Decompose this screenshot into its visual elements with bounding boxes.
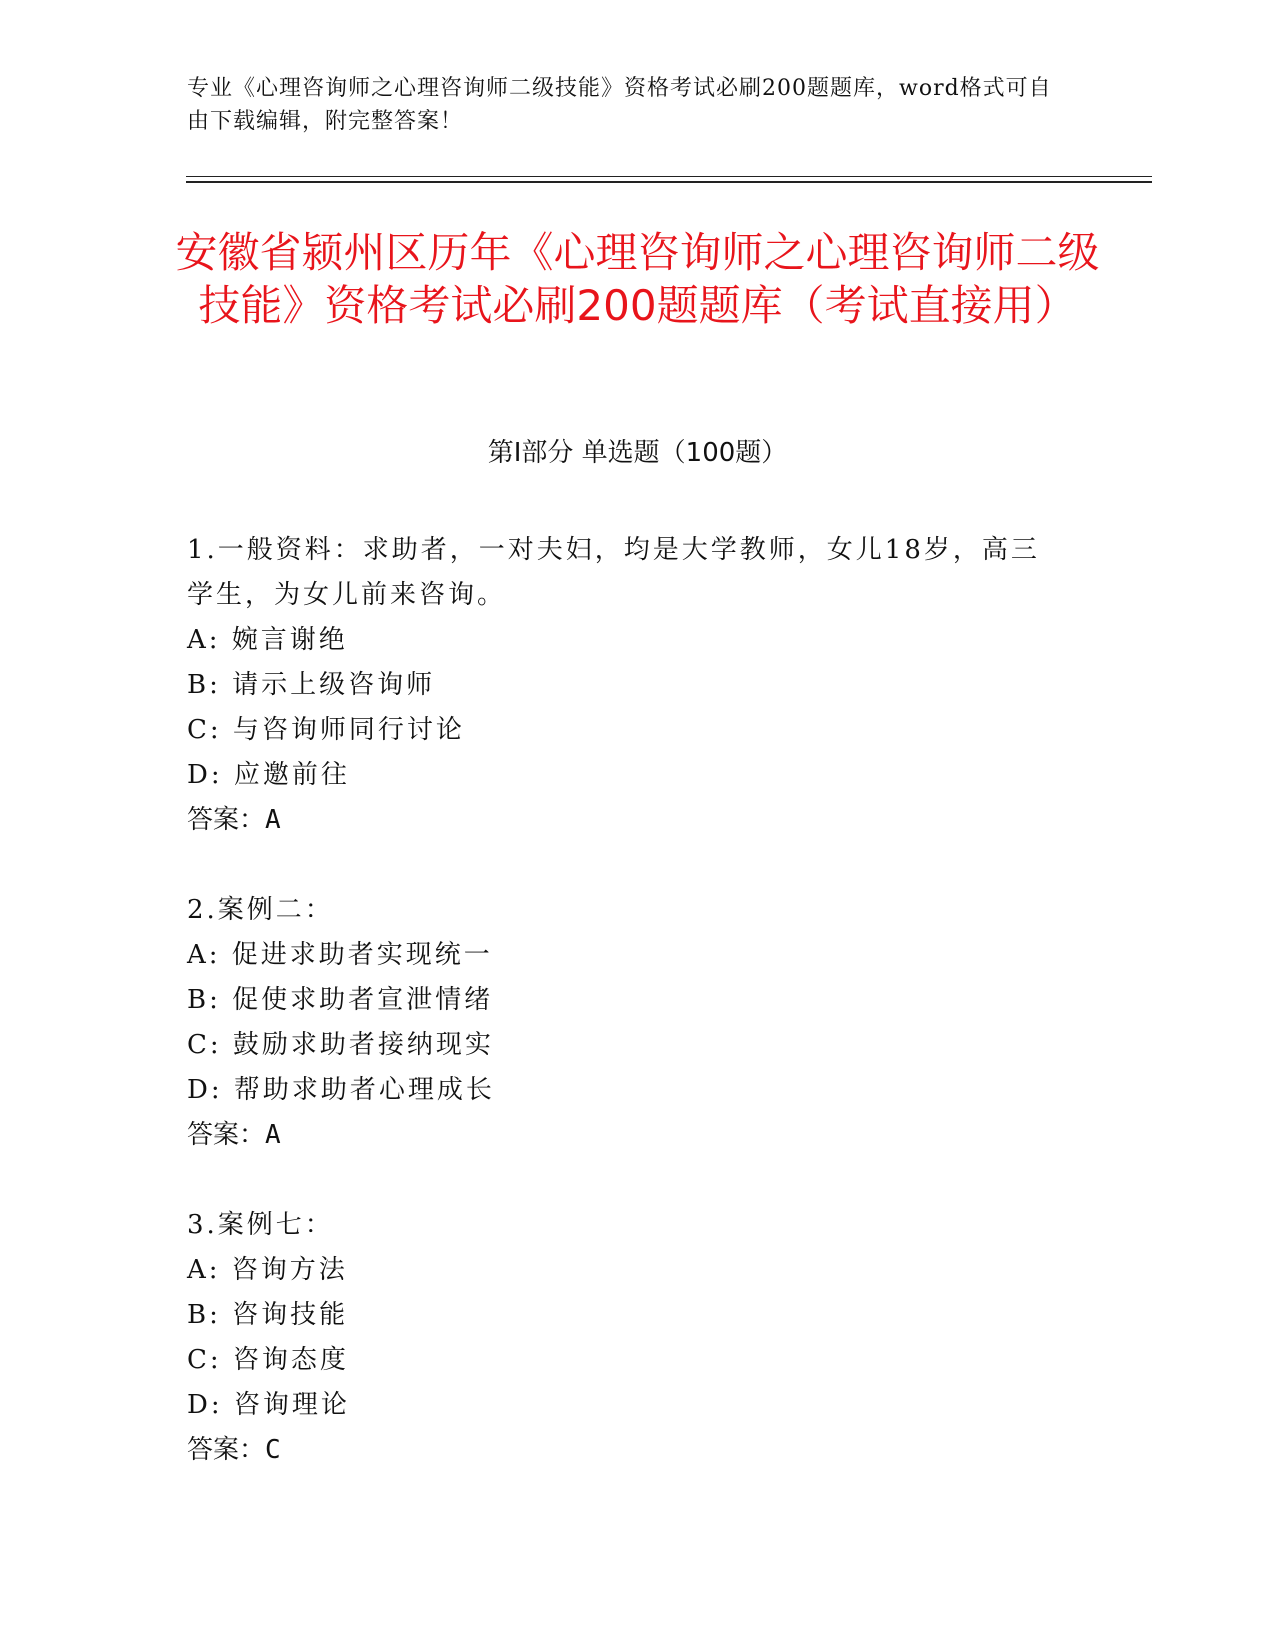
option-d: D: 应邀前往 (187, 760, 350, 790)
header-divider-thick (186, 181, 1152, 183)
option-a: A: 促进求助者实现统一 (187, 940, 493, 970)
answer-line (187, 1428, 1067, 1473)
option-a: A: 婉言谢绝 (187, 625, 348, 655)
answer-value: A (265, 1120, 281, 1150)
option-c: C: 鼓励求助者接纳现实 (187, 1030, 494, 1060)
answer-line (187, 798, 1067, 843)
answer-value: C (265, 1435, 281, 1465)
header-divider-thin (186, 176, 1152, 177)
answer-label: 答案： (187, 1120, 266, 1150)
question-stem: 2.案例二： (187, 895, 334, 925)
answer-label: 答案： (187, 805, 266, 835)
question-list (187, 528, 1067, 1518)
option-c: C: 咨询态度 (187, 1345, 349, 1375)
option-b: B: 促使求助者宣泄情绪 (187, 985, 494, 1015)
answer-label: 答案： (187, 1435, 266, 1465)
option-d: D: 帮助求助者心理成长 (187, 1075, 495, 1105)
question-stem: 3.案例七： (187, 1210, 334, 1240)
option-b: B: 咨询技能 (187, 1300, 349, 1330)
answer-line (187, 1113, 1067, 1158)
question-1 (187, 528, 1067, 843)
option-a: A: 咨询方法 (187, 1255, 348, 1285)
document-title: 安徽省颍州区历年《心理咨询师之心理咨询师二级技能》资格考试必刷200题题库（考试直接用） (175, 228, 1100, 330)
section-title: 第Ⅰ部分 单选题（100题） (487, 438, 788, 468)
question-3 (187, 1203, 1067, 1473)
answer-value: A (265, 805, 281, 835)
option-b: B: 请示上级咨询师 (187, 670, 436, 700)
option-c: C: 与咨询师同行讨论 (187, 715, 465, 745)
option-d: D: 咨询理论 (187, 1390, 350, 1420)
header-note: 专业《心理咨询师之心理咨询师二级技能》资格考试必刷200题题库，word格式可自由下载编辑，附完整答案！ (187, 76, 1052, 134)
question-2 (187, 888, 1067, 1158)
question-stem: 1.一般资料：求助者，一对夫妇，均是大学教师，女儿18岁，高三学生，为女儿前来咨询。 (187, 535, 1040, 610)
